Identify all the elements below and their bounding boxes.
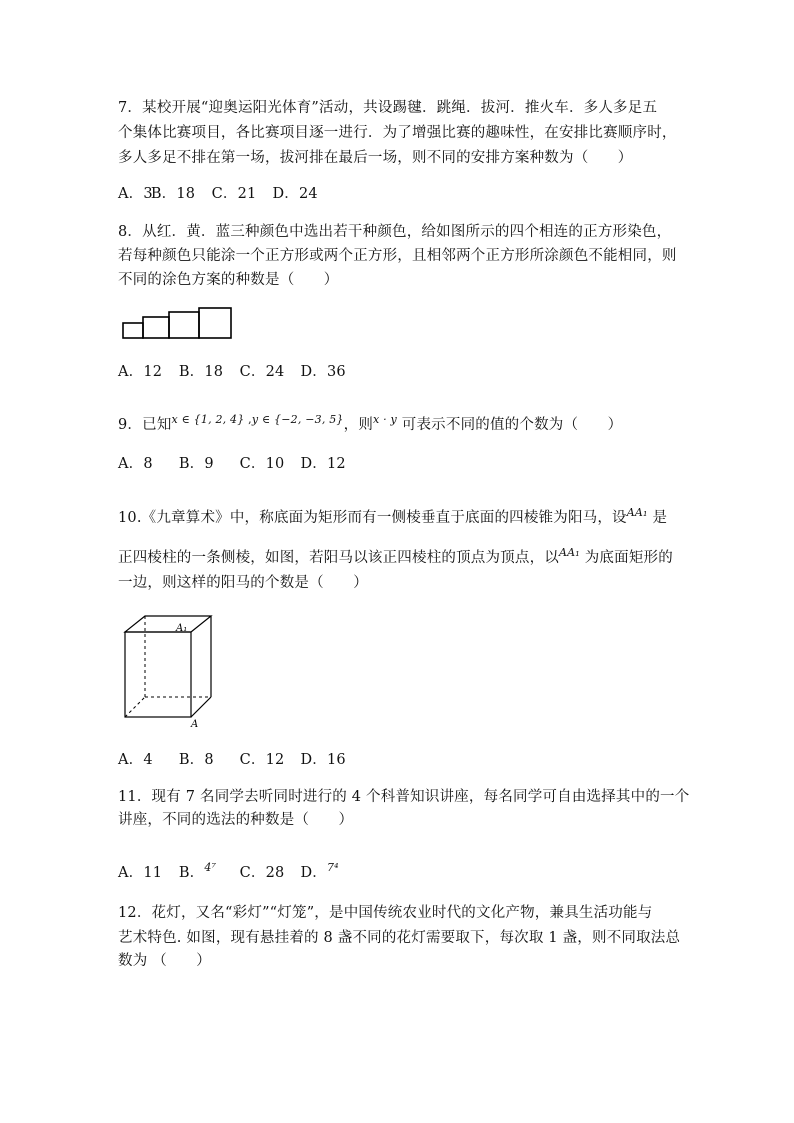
q8-option-c: C．24 bbox=[239, 364, 285, 380]
q9-option-d: D．12 bbox=[300, 456, 346, 472]
q9-options bbox=[118, 454, 346, 474]
q8-option-d: D．36 bbox=[300, 364, 346, 380]
q10-line2-b: 为底面矩形的 bbox=[584, 550, 673, 566]
four-connected-squares-figure bbox=[118, 304, 238, 344]
q11-option-b bbox=[179, 858, 235, 883]
q8-options bbox=[118, 362, 346, 382]
q9-option-c: C．10 bbox=[239, 456, 285, 472]
square-3 bbox=[169, 312, 199, 338]
q10-aa1-first: AA₁ bbox=[626, 506, 648, 519]
q8-text-line-2: 若每种颜色只能涂一个正方形或两个正方形，且相邻两个正方形所涂颜色不能相同，则 bbox=[118, 248, 677, 264]
q7-text-line-2: 个集体比赛项目，各比赛项目逐一进行．为了增强比赛的趣味性，在安排比赛顺序时， bbox=[118, 125, 677, 141]
q9-mid: ，则 bbox=[343, 417, 374, 433]
q10-option-d: D．16 bbox=[300, 752, 346, 768]
q12-text-line-2: 艺术特色. 如图，现有悬挂着的 8 盏不同的花灯需要取下，每次取 1 盏，则不同取法总 bbox=[118, 930, 681, 946]
q11-text-line-2: 讲座，不同的选法的种数是（ ） bbox=[118, 812, 354, 828]
q8-text-line-3: 不同的涂色方案的种数是（ ） bbox=[118, 272, 339, 288]
q11-option-c: C．28 bbox=[239, 865, 285, 881]
q9-suffix: 可表示不同的值的个数为（ ） bbox=[401, 417, 623, 433]
q7-options bbox=[118, 184, 318, 204]
q11-option-d bbox=[300, 858, 338, 883]
q11-option-b-math: 4⁷ bbox=[204, 861, 217, 874]
q7-option-d: D．24 bbox=[272, 186, 318, 202]
q11-option-b-prefix: B． bbox=[178, 865, 205, 881]
q10-text-line-1 bbox=[118, 503, 667, 528]
q7-option-c: C．21 bbox=[211, 186, 257, 202]
q8-option-a: A．12 bbox=[118, 364, 163, 380]
q9-text-line bbox=[118, 410, 622, 435]
square-prism-figure bbox=[118, 612, 228, 730]
q7-text-line-3: 多人多足不排在第一场，拔河排在最后一场，则不同的安排方案种数为（ ） bbox=[118, 150, 633, 166]
q10-text-line-2 bbox=[118, 543, 673, 568]
q11-option-d-prefix: D． bbox=[300, 865, 327, 881]
q12-text-line-3: 数为 （ ） bbox=[118, 953, 212, 969]
q9-set-y: y ∈ {−2, −3, 5} bbox=[251, 413, 344, 426]
q10-option-b: B．8 bbox=[178, 752, 214, 768]
q12-text-line-1: 12．花灯，又名“彩灯”“灯笼”，是中国传统农业时代的文化产物，兼具生活功能与 bbox=[118, 905, 653, 921]
q9-set-x: x ∈ {1, 2, 4} bbox=[171, 413, 245, 426]
q9-separator: , bbox=[244, 413, 252, 426]
q10-option-c: C．12 bbox=[239, 752, 285, 768]
hidden-bottom-edge-left bbox=[125, 697, 145, 717]
q10-options bbox=[118, 750, 346, 770]
vertex-label-a1: A₁ bbox=[176, 623, 188, 634]
q10-text-line-3: 一边，则这样的阳马的个数是（ ） bbox=[118, 575, 368, 591]
q11-text-line-1: 11．现有 7 名同学去听同时进行的 4 个科普知识讲座，每名同学可自由选择其中的一个 bbox=[118, 789, 690, 805]
top-face bbox=[125, 616, 211, 632]
q7-option-b: B．18 bbox=[150, 186, 196, 202]
q10-aa1-second: AA₁ bbox=[559, 546, 580, 559]
q10-line1-a: 10.《九章算术》中，称底面为矩形而有一侧棱垂直于底面的四棱锥为阳马，设 bbox=[118, 510, 627, 526]
q10-option-a: A．4 bbox=[118, 752, 153, 768]
q8-option-b: B．18 bbox=[178, 364, 224, 380]
vertex-label-a: A bbox=[191, 719, 199, 730]
q11-options bbox=[118, 858, 339, 883]
q10-line1-b: 是 bbox=[652, 510, 668, 526]
q9-expression: x · y bbox=[373, 413, 397, 426]
q9-prefix: 9．已知 bbox=[118, 417, 172, 433]
square-1 bbox=[123, 323, 143, 338]
front-face bbox=[125, 632, 191, 717]
square-4 bbox=[199, 308, 231, 338]
q9-option-b: B．9 bbox=[178, 456, 214, 472]
q8-text-line-1: 8．从红．黄．蓝三种颜色中选出若干种颜色，给如图所示的四个相连的正方形染色， bbox=[118, 224, 672, 240]
q11-option-d-math: 7⁴ bbox=[326, 861, 339, 874]
q7-option-a: A．3 bbox=[118, 186, 153, 202]
q9-option-a: A．8 bbox=[118, 456, 153, 472]
q11-option-a: A．11 bbox=[118, 865, 163, 881]
right-bottom-edge bbox=[191, 697, 211, 717]
q7-text-line-1: 7．某校开展“迎奥运阳光体育”活动，共设踢毽．跳绳．拔河．推火车．多人多足五 bbox=[118, 100, 658, 116]
q10-line2-a: 正四棱柱的一条侧棱，如图，若阳马以该正四棱柱的顶点为顶点，以 bbox=[118, 550, 559, 566]
square-2 bbox=[143, 317, 169, 338]
